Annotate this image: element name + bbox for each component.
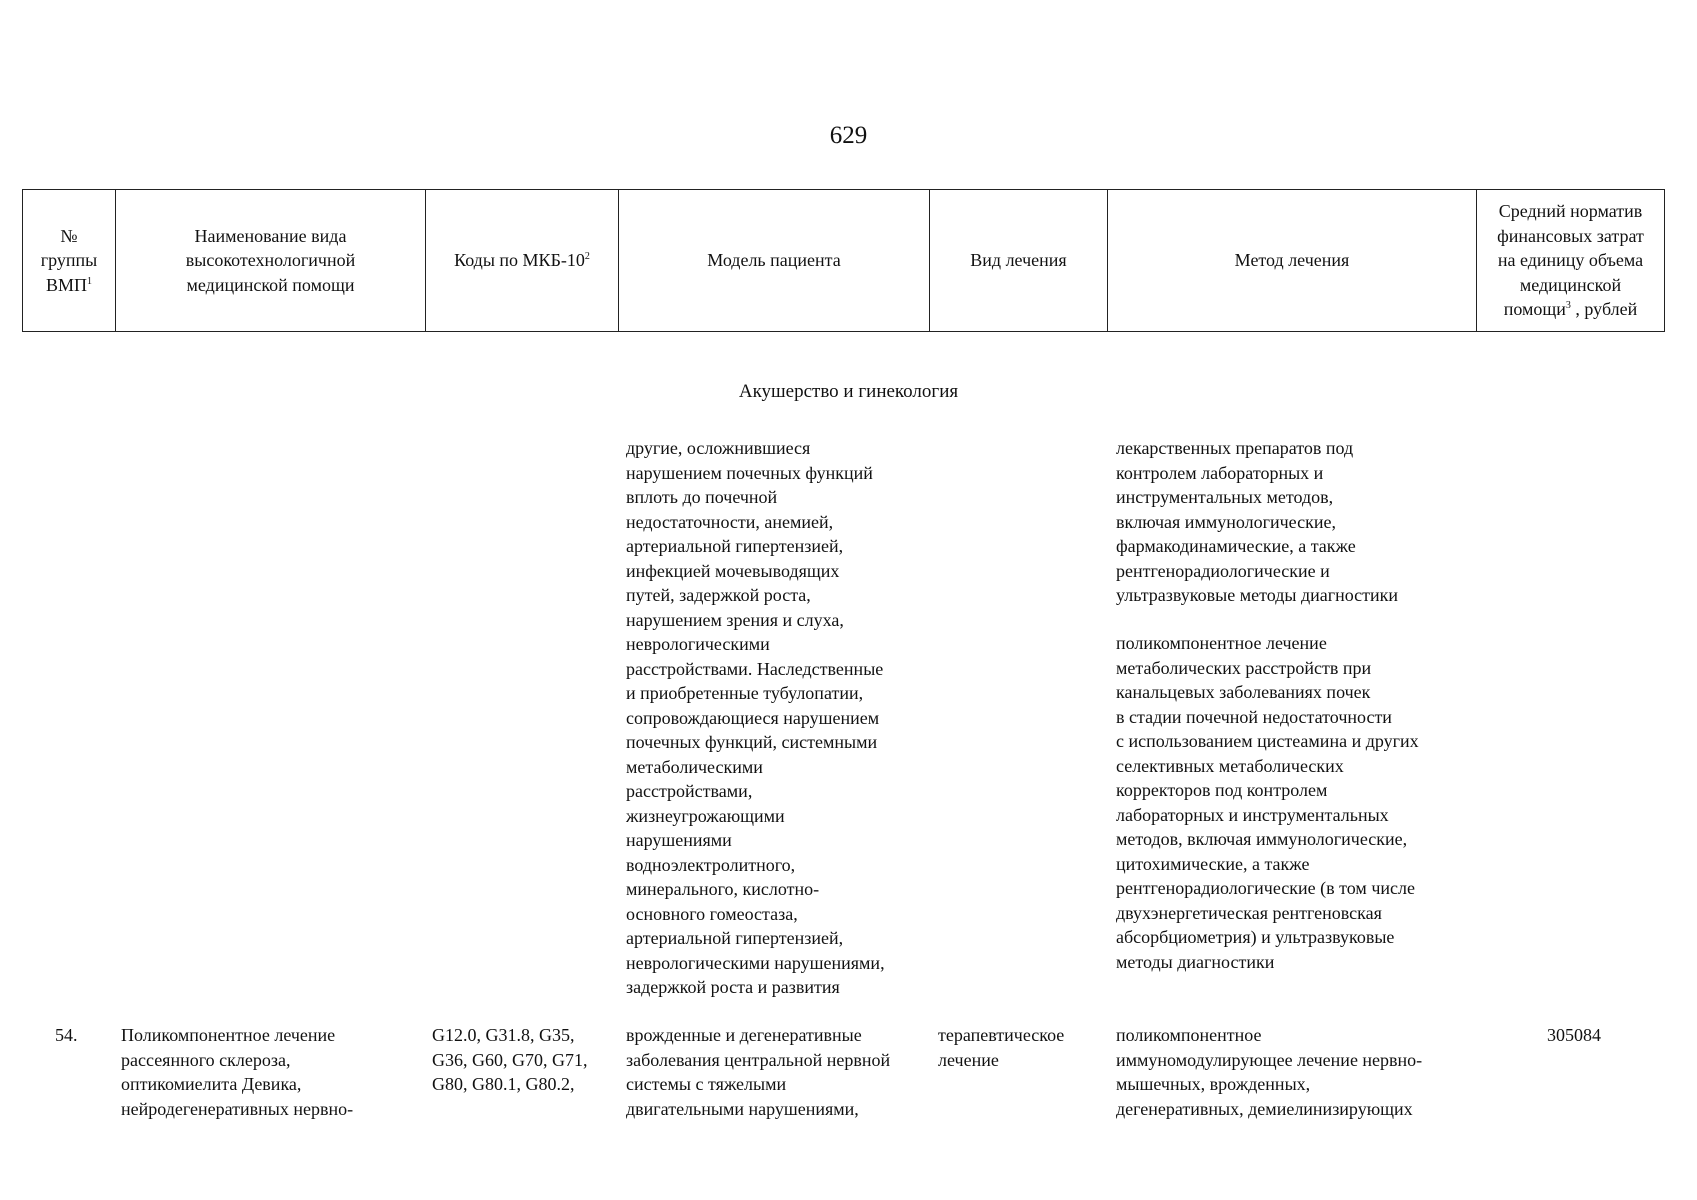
- text-line: двигательными нарушениями,: [626, 1098, 859, 1119]
- text-line: заболевания центральной нервной: [626, 1049, 891, 1070]
- text-line: сопровождающиеся нарушением: [626, 707, 880, 728]
- header-text: медицинской помощи: [186, 274, 355, 295]
- header-text: Метод лечения: [1234, 250, 1350, 271]
- average-cost: 305084: [1547, 1025, 1601, 1045]
- text-line: врожденные и дегенеративные: [626, 1025, 862, 1045]
- text-line: поликомпонентное лечение: [1116, 633, 1327, 653]
- text-line: неврологическими: [626, 634, 770, 654]
- text-line: включая иммунологические,: [1116, 511, 1336, 532]
- text-line: нарушением зрения и слуха,: [626, 609, 844, 630]
- header-text: на единицу объема: [1497, 250, 1644, 271]
- text-line: недостаточности, анемией,: [626, 511, 834, 532]
- header-text: Модель пациента: [707, 250, 841, 271]
- text-line: путей, задержкой роста,: [626, 585, 811, 605]
- text-line: вплоть до почечной: [626, 487, 778, 507]
- text-line: артериальной гипертензией,: [626, 536, 844, 556]
- treatment-type: [938, 1023, 1064, 1072]
- text-line: рентгенорадиологические (в том числе: [1116, 878, 1415, 898]
- header-text: Коды по МКБ-10: [454, 250, 585, 271]
- header-text: Наименование вида: [194, 225, 347, 246]
- text-line: инфекцией мочевыводящих: [626, 560, 840, 581]
- text-line: рассеянного склероза,: [121, 1049, 291, 1070]
- text-line: артериальной гипертензией,: [626, 928, 844, 948]
- header-treatment-method: [1108, 190, 1477, 332]
- text-line: нарушениями: [626, 830, 732, 850]
- header-text: Вид лечения: [970, 250, 1067, 271]
- text-line: почечных функций, системными: [626, 732, 878, 752]
- text-line: задержкой роста и развития: [626, 977, 840, 997]
- text-line: инструментальных методов,: [1116, 487, 1334, 507]
- text-line: основного гомеостаза,: [626, 903, 798, 924]
- text-line: цитохимические, а также: [1116, 853, 1310, 874]
- text-line: селективных метаболических: [1116, 755, 1344, 776]
- text-line: минерального, кислотно-: [626, 879, 820, 899]
- text-line: методов, включая иммунологические,: [1116, 829, 1408, 849]
- text-line: корректоров под контролем: [1116, 780, 1328, 800]
- text-line: нейродегенеративных нервно-: [121, 1098, 354, 1119]
- text-line: канальцевых заболеваниях почек: [1116, 682, 1371, 702]
- text-line: ультразвуковые методы диагностики: [1116, 585, 1399, 605]
- text-line: оптикомиелита Девика,: [121, 1074, 302, 1094]
- text-line: и приобретенные тубулопатии,: [626, 683, 864, 703]
- text-line: рентгенорадиологические и: [1116, 560, 1330, 581]
- text-line: лабораторных и инструментальных: [1116, 804, 1389, 825]
- text-line: G80, G80.1, G80.2,: [432, 1074, 575, 1094]
- care-type-name: [121, 1023, 353, 1121]
- page-number: 629: [829, 122, 868, 149]
- text-line: нарушением почечных функций: [626, 462, 873, 483]
- patient-model: [626, 1023, 890, 1121]
- footnote-mark: 3: [1565, 300, 1571, 312]
- section-title: Акушерство и гинекология: [738, 381, 959, 402]
- text-line: расстройствами. Наследственные: [626, 658, 884, 679]
- header-text: , рублей: [1570, 299, 1638, 320]
- text-line: дегенеративных, демиелинизирующих: [1116, 1098, 1413, 1119]
- text-line: неврологическими нарушениями,: [626, 952, 885, 973]
- text-line: системы с тяжелыми: [626, 1074, 787, 1094]
- header-average-cost: [1477, 190, 1665, 332]
- text-line: методы диагностики: [1116, 951, 1275, 972]
- text-line: метаболических расстройств при: [1116, 657, 1372, 678]
- text-line: G36, G60, G70, G71,: [432, 1049, 588, 1070]
- text-line: поликомпонентное: [1116, 1025, 1262, 1045]
- text-line: Поликомпонентное лечение: [121, 1025, 336, 1045]
- text-line: иммуномодулирующее лечение нервно-: [1116, 1049, 1423, 1070]
- patient-model-continuation: [626, 436, 885, 1000]
- header-care-type-name: [116, 190, 426, 332]
- footnote-mark: 2: [584, 251, 590, 263]
- row-number: 54.: [55, 1025, 78, 1045]
- text-line: мышечных, врожденных,: [1116, 1074, 1311, 1094]
- header-text: финансовых затрат: [1497, 225, 1644, 246]
- method-continuation-2: [1116, 631, 1419, 974]
- text-line: терапевтическое: [938, 1025, 1065, 1045]
- text-line: лекарственных препаратов под: [1116, 438, 1354, 458]
- text-line: фармакодинамические, а также: [1116, 536, 1356, 556]
- header-text: высокотехнологичной: [185, 250, 356, 271]
- header-text: группы: [40, 250, 98, 271]
- header-text: медицинской: [1519, 274, 1622, 295]
- table-header: [22, 189, 1665, 332]
- header-icd-codes: [426, 190, 619, 332]
- text-line: лечение: [938, 1049, 999, 1070]
- text-line: с использованием цистеамина и других: [1116, 731, 1419, 751]
- text-line: G12.0, G31.8, G35,: [432, 1025, 575, 1045]
- footnote-mark: 1: [87, 275, 92, 287]
- text-line: контролем лабораторных и: [1116, 462, 1324, 483]
- text-line: абсорбциометрия) и ультразвуковые: [1116, 927, 1395, 947]
- header-text: ВМП: [45, 274, 87, 295]
- header-text: помощи: [1503, 299, 1566, 320]
- header-text: №: [60, 225, 78, 246]
- header-patient-model: [619, 190, 930, 332]
- text-line: другие, осложнившиеся: [626, 438, 811, 458]
- text-line: двухэнергетическая рентгеновская: [1116, 902, 1382, 923]
- text-line: расстройствами,: [626, 781, 753, 801]
- text-line: метаболическими: [626, 756, 763, 777]
- text-line: водноэлектролитного,: [626, 854, 796, 875]
- text-line: в стадии почечной недостаточности: [1116, 706, 1392, 727]
- text-line: жизнеугрожающими: [626, 805, 785, 826]
- header-text: Средний норматив: [1498, 201, 1643, 222]
- header-group-number: [23, 190, 116, 332]
- header-treatment-type: [930, 190, 1108, 332]
- icd-codes: [432, 1023, 588, 1097]
- treatment-method: [1116, 1023, 1422, 1121]
- method-continuation-1: [1116, 436, 1398, 608]
